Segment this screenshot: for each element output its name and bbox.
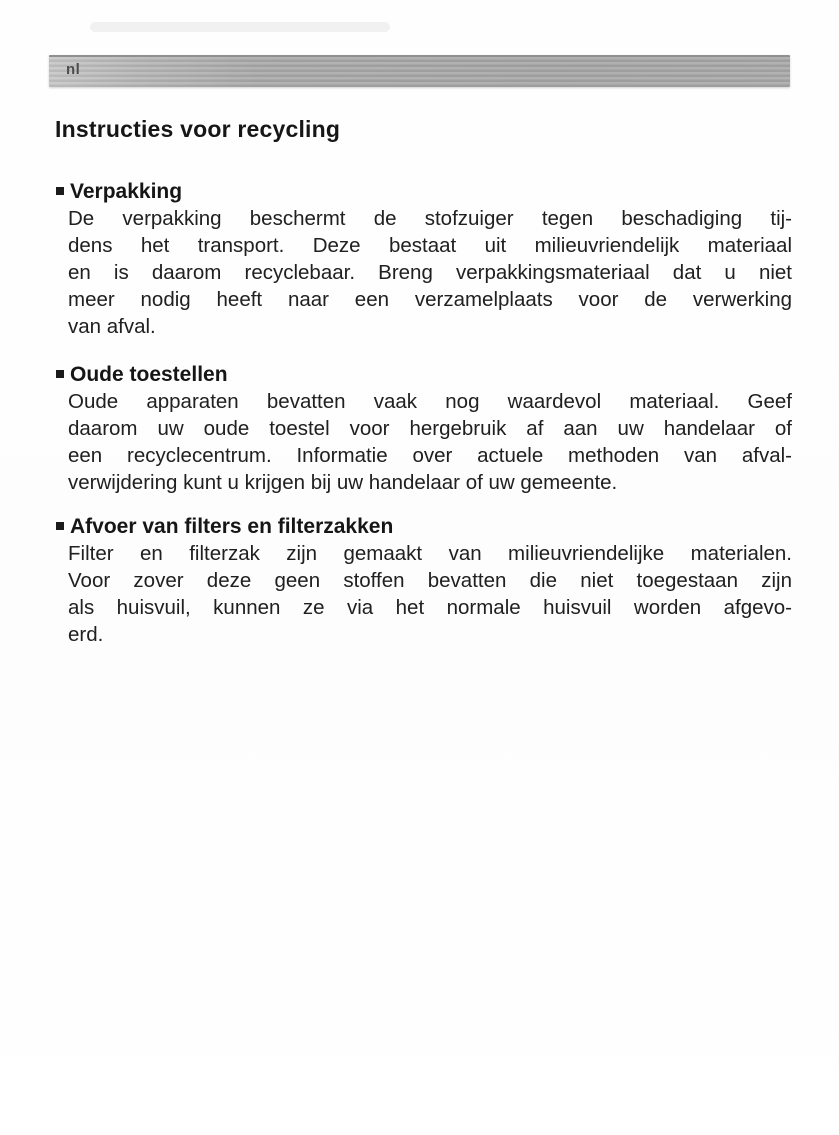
body-line: daarom uw oude toestel voor hergebruik af aan uw handelaar of <box>68 417 792 440</box>
section-body <box>68 388 792 496</box>
section-heading-label: Verpakking <box>70 180 183 203</box>
body-line: Filter en filterzak zijn gemaakt van milieuvriendelijke materialen. <box>68 542 792 565</box>
section-heading <box>55 513 792 540</box>
language-tag: nl <box>66 61 81 78</box>
section-body <box>68 205 792 340</box>
section-heading-label: Afvoer van filters en filterzakken <box>70 515 394 538</box>
page-title: Instructies voor recycling <box>55 116 341 142</box>
section-afvoer-filters <box>55 513 792 648</box>
body-line: een recyclecentrum. Informatie over actuele methoden van afval- <box>68 444 792 467</box>
body-line: meer nodig heeft naar een verzamelplaats voor de verwerking <box>68 288 792 311</box>
section-heading <box>55 361 792 388</box>
section-body <box>68 540 792 648</box>
bullet-square-icon <box>56 522 64 530</box>
body-line: dens het transport. Deze bestaat uit milieuvriendelijk materiaal <box>68 234 792 257</box>
bullet-square-icon <box>56 370 64 378</box>
body-line: Voor zover deze geen stoffen bevatten die niet toegestaan zijn <box>68 569 792 592</box>
section-heading <box>55 178 792 205</box>
language-bar <box>49 55 790 87</box>
section-verpakking <box>55 178 792 340</box>
section-oude-toestellen <box>55 361 792 496</box>
bullet-square-icon <box>56 187 64 195</box>
body-line: Oude apparaten bevatten vaak nog waardevol materiaal. Geef <box>68 390 792 413</box>
body-line: van afval. <box>68 315 156 338</box>
scan-artifact <box>90 22 390 32</box>
body-line: en is daarom recyclebaar. Breng verpakkingsmateriaal dat u niet <box>68 261 792 284</box>
section-heading-label: Oude toestellen <box>70 363 228 386</box>
body-line: als huisvuil, kunnen ze via het normale huisvuil worden afgevo- <box>68 596 792 619</box>
body-line: verwijdering kunt u krijgen bij uw handelaar of uw gemeente. <box>68 471 618 494</box>
body-line: erd. <box>68 623 104 646</box>
body-line: De verpakking beschermt de stofzuiger tegen beschadiging tij- <box>68 207 792 230</box>
page-content <box>55 160 792 648</box>
